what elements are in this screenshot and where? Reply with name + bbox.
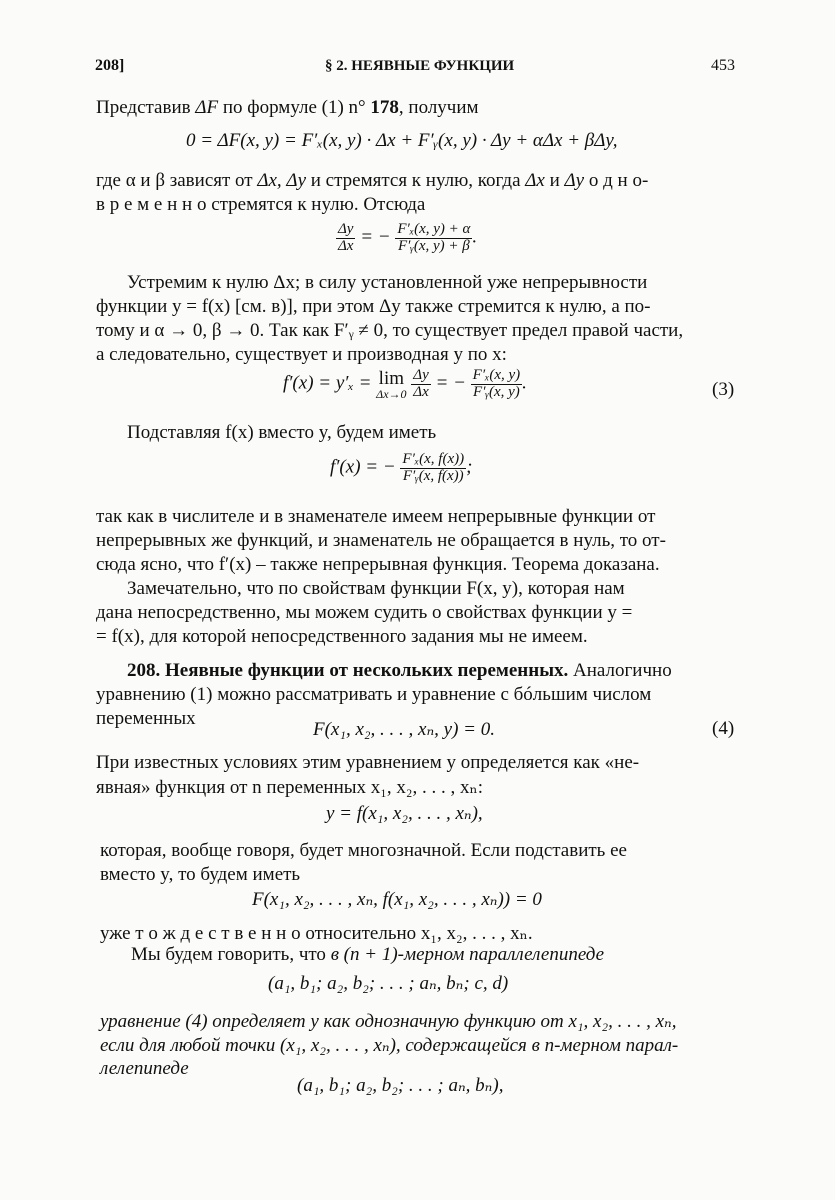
math-run: Δx	[525, 170, 545, 191]
text-line: непрерывных же функций, и знаменатель не обращается в нуль, то от-	[96, 530, 666, 551]
fraction	[471, 368, 523, 401]
section-number: 208]	[95, 57, 125, 74]
text-line: сюда ясно, что f′(x) – также непрерывная функция. Теорема доказана.	[96, 554, 660, 575]
text-line: так как в числителе и в знаменателе имеем непрерывные функции от	[96, 506, 656, 527]
equation-n-parallelepiped: (a₁, b₁; a₂, b₂; . . . ; aₙ, bₙ),	[297, 1075, 504, 1096]
math-run: f′(x) = y′ₓ =	[283, 372, 377, 394]
reference-number: 178	[370, 97, 399, 118]
math-run: Δx, Δy	[257, 170, 307, 191]
italic-run: в (n + 1)-мерном параллелепипеде	[330, 944, 605, 965]
denominator: F′ᵧ(x, f(x))	[402, 467, 464, 484]
text-line: а следовательно, существует и производная y по x:	[96, 344, 507, 365]
denominator: Δx	[413, 383, 429, 400]
numerator: F′ₓ(x, f(x))	[402, 451, 465, 467]
equation-increment: 0 = ΔF(x, y) = F′ₓ(x, y) · Δx + F′ᵧ(x, y) · Δy + αΔx + βΔy,	[186, 130, 618, 151]
limit-subscript: Δx→0	[376, 386, 407, 401]
equation-function: y = f(x₁, x₂, . . . , xₙ),	[326, 803, 483, 824]
text-line: Замечательно, что по свойствам функции F(x, y), которая нам	[127, 578, 625, 599]
text-run: где α и β зависят от	[96, 170, 258, 191]
text-line: явная» функция от n переменных x₁, x₂, . . . , xₙ:	[96, 777, 484, 798]
text-run: стремятся к нулю. Отсюда	[206, 194, 426, 215]
math-run: .	[472, 226, 478, 248]
fraction	[395, 222, 472, 255]
text-line: уравнению (1) можно рассматривать и уравнение с бóльшим числом	[96, 684, 652, 705]
numerator: F′ₓ(x, y)	[472, 367, 521, 383]
numerator: F′ₓ(x, y) + α	[397, 221, 471, 237]
text-line	[100, 922, 533, 945]
running-title: § 2. НЕЯВНЫЕ ФУНКЦИИ	[325, 58, 515, 74]
spaced-text: в р е м е н н о	[96, 194, 207, 215]
equation-substituted	[330, 452, 472, 485]
numerator: Δy	[338, 221, 354, 237]
text-run: и стремятся к нулю, когда	[306, 170, 526, 191]
equation-implicit: F(x₁, x₂, . . . , xₙ, y) = 0.	[313, 719, 495, 740]
section-heading-line	[127, 660, 672, 682]
text-run: по формуле (1) n°	[218, 97, 371, 118]
spaced-text: уже т о ж д е с т в е н н о	[100, 923, 301, 944]
text-line: функции y = f(x) [см. в)], при этом Δy также стремится к нулю, а по-	[96, 296, 651, 317]
equation-derivative	[283, 368, 527, 401]
text-line: вместо y, то будем иметь	[100, 864, 301, 885]
text-line: = f(x), для которой непосредственного задания мы не имеем.	[96, 626, 588, 647]
text-run: Аналогично	[568, 660, 672, 681]
text-line: Подставляя f(x) вместо y, будем иметь	[127, 422, 437, 443]
text-line: Устремим к нулю Δx; в силу установленной уже непрерывности	[127, 272, 648, 293]
denominator: F′ᵧ(x, y)	[473, 383, 520, 400]
denominator: F′ᵧ(x, y) + β	[397, 237, 470, 254]
equation-identity: F(x₁, x₂, . . . , xₙ, f(x₁, x₂, . . . , xₙ)) = 0	[252, 889, 542, 910]
fraction	[336, 222, 355, 255]
text-line: лелепипеде	[100, 1058, 189, 1079]
text-run: и	[544, 170, 565, 191]
text-line: дана непосредственно, мы можем судить о свойствах функции y =	[96, 602, 633, 623]
text-line	[96, 170, 648, 192]
equation-number: (3)	[712, 379, 735, 400]
page-number: 453	[711, 57, 735, 74]
text-run: , получим	[398, 97, 479, 118]
text-line: тому и α → 0, β → 0. Так как F′ᵧ ≠ 0, то существует предел правой части,	[96, 320, 684, 341]
equation-number: (4)	[712, 718, 735, 739]
limit	[376, 369, 406, 400]
math-run: = −	[430, 372, 471, 394]
math-run: ΔF	[195, 97, 219, 118]
text-line: уравнение (4) определяет y как однозначную функцию от x₁, x₂, . . . , xₙ,	[100, 1011, 677, 1032]
text-line: если для любой точки (x₁, x₂, . . . , xₙ), содержащейся в n-мерном парал-	[100, 1035, 679, 1056]
text-run: Мы будем говорить, что	[131, 944, 331, 965]
text-line: которая, вообще говоря, будет многозначной. Если подставить ее	[100, 840, 627, 861]
equation-parallelepiped: (a₁, b₁; a₂, b₂; . . . ; aₙ, bₙ; c, d)	[268, 973, 509, 994]
fraction	[411, 368, 430, 401]
section-heading: 208. Неявные функции от нескольких переменных.	[127, 660, 569, 681]
text-line: переменных	[96, 708, 196, 729]
denominator: Δx	[338, 237, 354, 254]
text-run: Представив	[96, 97, 196, 118]
math-run: = −	[355, 226, 396, 248]
text-line	[131, 944, 604, 966]
text-line: При известных условиях этим уравнением y определяется как «не-	[96, 752, 640, 773]
numerator: Δy	[413, 367, 429, 383]
math-run: Δy	[564, 170, 585, 191]
math-run: ;	[466, 456, 473, 478]
equation-quotient	[336, 222, 477, 255]
math-run: f′(x) = −	[330, 456, 401, 478]
text-run: относительно x₁, x₂, . . . , xₙ.	[300, 923, 533, 944]
spaced-text: о д н о-	[584, 170, 649, 191]
fraction	[400, 452, 466, 485]
math-run: .	[522, 372, 527, 394]
text-line	[96, 97, 479, 119]
limit-word: lim	[378, 367, 405, 389]
text-line	[96, 194, 425, 216]
